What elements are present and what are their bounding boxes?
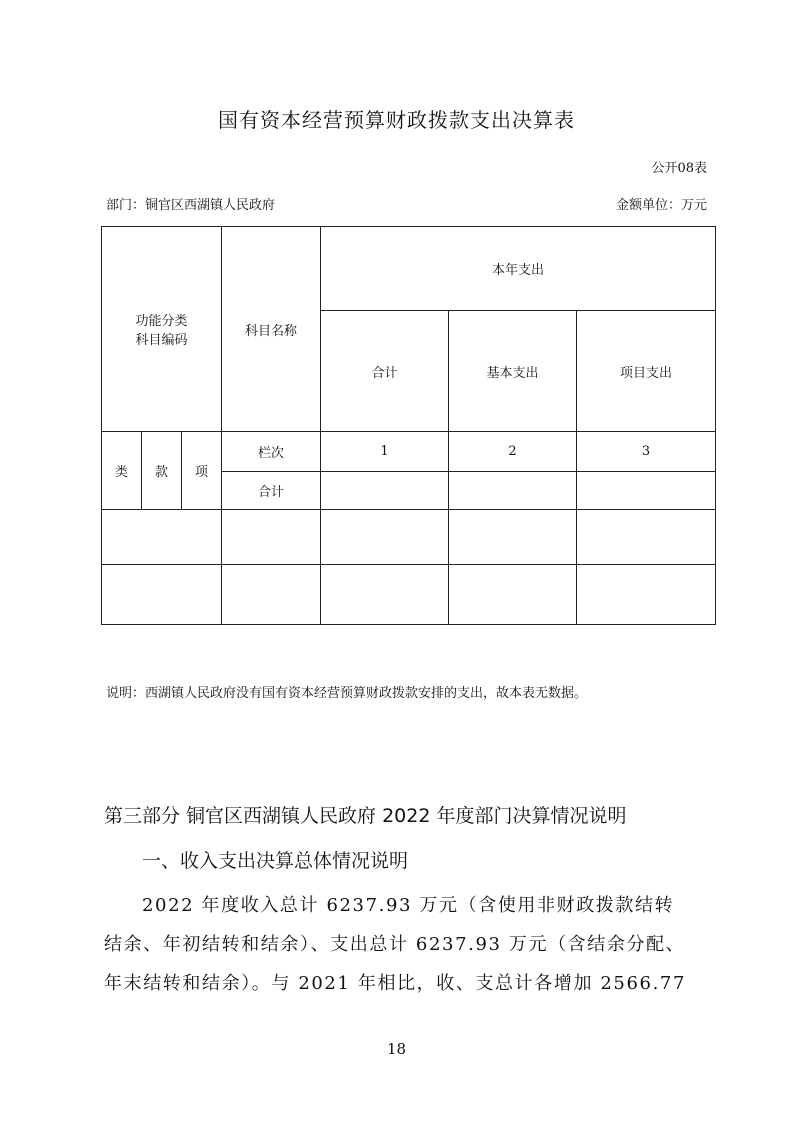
total-row-cell bbox=[577, 472, 716, 510]
empty-cell bbox=[577, 510, 716, 565]
header-project-expense: 项目支出 bbox=[577, 311, 716, 432]
empty-cell bbox=[222, 510, 321, 565]
table-title: 国有资本经营预算财政拨款支出决算表 bbox=[218, 108, 575, 132]
empty-cell bbox=[449, 510, 577, 565]
amount-unit-label: 金额单位：万元 bbox=[615, 198, 707, 213]
header-lei: 类 bbox=[102, 432, 142, 510]
subsection-title: 一、收入支出决算总体情况说明 bbox=[142, 850, 409, 872]
body-text-line: 年末结转和结余）。与 2021 年相比，收、支总计各增加 2566.77 bbox=[104, 973, 687, 994]
department-label: 部门：铜官区西湖镇人民政府 bbox=[106, 198, 276, 213]
total-row-cell bbox=[321, 472, 449, 510]
table-note: 说明：西湖镇人民政府没有国有资本经营预算财政拨款安排的支出，故本表无数据。 bbox=[106, 686, 588, 701]
empty-cell bbox=[577, 565, 716, 625]
empty-cell bbox=[449, 565, 577, 625]
table-row bbox=[102, 510, 716, 565]
expenditure-table bbox=[101, 226, 716, 625]
column-number-3: 3 bbox=[577, 432, 716, 472]
table-row bbox=[102, 565, 716, 625]
form-number: 公开08表 bbox=[651, 161, 707, 176]
header-kuan: 款 bbox=[142, 432, 182, 510]
total-row-label: 合计 bbox=[222, 472, 321, 510]
page-number: 18 bbox=[386, 1040, 407, 1058]
header-total: 合计 bbox=[321, 311, 449, 432]
column-number-1: 1 bbox=[321, 432, 449, 472]
header-function-code-line2: 科目编码 bbox=[135, 333, 188, 348]
empty-cell bbox=[102, 510, 222, 565]
total-row-cell bbox=[449, 472, 577, 510]
header-basic-expense: 基本支出 bbox=[449, 311, 577, 432]
header-subject-name: 科目名称 bbox=[222, 227, 321, 432]
empty-cell bbox=[321, 510, 449, 565]
header-current-year-expense: 本年支出 bbox=[321, 227, 716, 311]
body-text-line: 2022 年度收入总计 6237.93 万元（含使用非财政拨款结转 bbox=[142, 895, 675, 916]
empty-cell bbox=[222, 565, 321, 625]
header-function-code bbox=[102, 227, 222, 432]
header-function-code-line1: 功能分类 bbox=[135, 314, 188, 329]
body-text-line: 结余、年初结转和结余）、支出总计 6237.93 万元（含结余分配、 bbox=[104, 934, 686, 955]
header-xiang: 项 bbox=[182, 432, 222, 510]
empty-cell bbox=[321, 565, 449, 625]
column-number-label: 栏次 bbox=[222, 432, 321, 472]
section-title: 第三部分 铜官区西湖镇人民政府 2022 年度部门决算情况说明 bbox=[104, 805, 627, 827]
column-number-2: 2 bbox=[449, 432, 577, 472]
empty-cell bbox=[102, 565, 222, 625]
